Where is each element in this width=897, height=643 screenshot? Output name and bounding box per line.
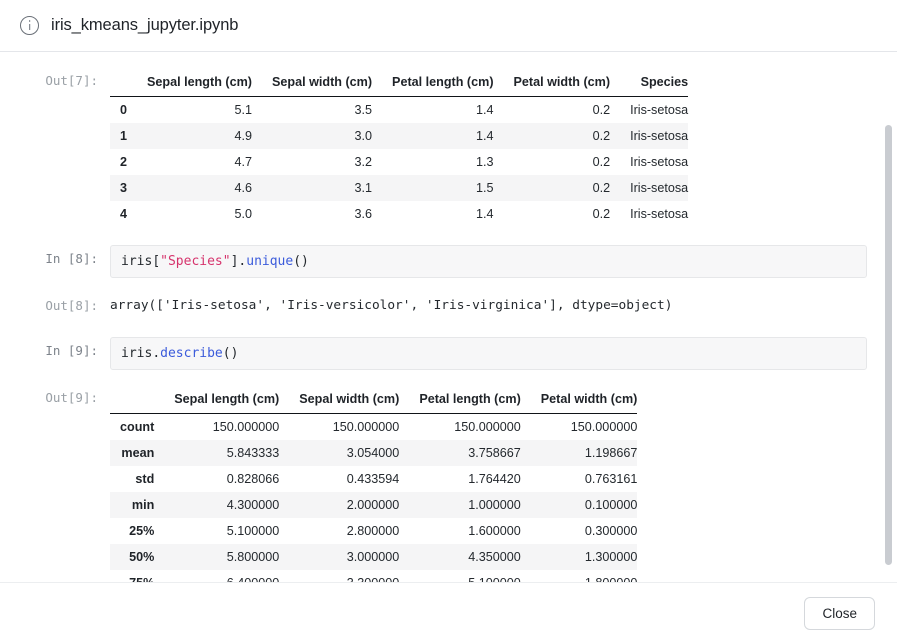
code-token: (): [222, 346, 239, 361]
cell-value: 4.300000: [226, 498, 280, 512]
cell-value: 150.000000: [454, 420, 521, 434]
cell-value: 5.100000: [226, 524, 280, 538]
table-row: [110, 149, 688, 175]
row-index: 0: [120, 103, 128, 117]
head-dataframe-body: [110, 97, 688, 228]
cell-value: Iris-setosa: [630, 155, 689, 169]
cell-value: 3.1: [354, 181, 373, 195]
cell-value: 3.2: [354, 155, 373, 169]
cell-value: 1.5: [476, 181, 494, 195]
cell-value: Iris-setosa: [630, 129, 689, 143]
cell-value: 3.000000: [346, 550, 400, 564]
cell-value: 150.000000: [570, 420, 638, 434]
row-index: count: [120, 420, 155, 434]
table-row: [110, 440, 637, 466]
cell-value: 1.4: [476, 129, 494, 143]
code-token: unique: [246, 254, 294, 269]
column-header: Sepal length (cm): [164, 386, 289, 414]
notebook-content: [0, 53, 897, 606]
cell-value: 3.054000: [346, 446, 400, 460]
cell-value: Iris-setosa: [630, 181, 689, 195]
notebook-cell-out9: [14, 384, 867, 596]
row-index: 50%: [129, 550, 155, 564]
close-button[interactable]: Close: [804, 597, 875, 630]
cell-spacer: [14, 278, 867, 292]
column-header: Petal length (cm): [382, 69, 503, 97]
row-index: 25%: [129, 524, 155, 538]
table-row: [110, 466, 637, 492]
info-circle-icon: [20, 16, 39, 35]
cell-input-in9[interactable]: [110, 337, 867, 370]
cell-value: 1.198667: [584, 446, 638, 460]
page-title: iris_kmeans_jupyter.ipynb: [51, 16, 239, 34]
row-index: min: [131, 498, 155, 512]
cell-value: 0.763161: [584, 472, 638, 486]
table-row: [110, 544, 637, 570]
row-index: 3: [120, 181, 128, 195]
code-token: .: [238, 254, 247, 269]
cell-value: 4.9: [234, 129, 252, 143]
code-token: describe: [160, 346, 223, 361]
cell-value: 0.2: [592, 155, 611, 169]
cell-spacer: [14, 370, 867, 384]
code-token: iris: [121, 254, 153, 269]
describe-dataframe-table: [110, 386, 637, 596]
cell-value: 150.000000: [332, 420, 400, 434]
column-header: Sepal length (cm): [137, 69, 262, 97]
cell-value: 1.3: [476, 155, 494, 169]
cell-value: 0.100000: [584, 498, 638, 512]
cell-value: 5.800000: [226, 550, 280, 564]
table-header-row: [110, 386, 637, 414]
row-index: 4: [120, 207, 128, 221]
code-editor-in8[interactable]: [110, 245, 867, 278]
cell-value: 1.600000: [468, 524, 521, 538]
table-row: [110, 175, 688, 201]
dialog-footer: [0, 582, 897, 643]
cell-value: 3.0: [354, 129, 373, 143]
head-dataframe-header: [110, 69, 688, 97]
cell-value: Iris-setosa: [630, 207, 689, 221]
code-token: "Species": [160, 254, 231, 269]
cell-prompt-in8: In [8]:: [45, 251, 98, 266]
cell-value: 4.350000: [468, 550, 521, 564]
cell-value: 1.4: [476, 207, 494, 221]
cell-value: 4.6: [234, 181, 252, 195]
notebook-cell-in8[interactable]: [14, 245, 867, 278]
describe-dataframe-header: [110, 386, 637, 414]
scrollbar-thumb[interactable]: [885, 125, 892, 565]
code-token: (): [293, 254, 309, 269]
cell-output-out9: [110, 384, 867, 596]
cell-value: 5.1: [234, 103, 252, 117]
code-token: .: [152, 346, 161, 361]
cell-value: 2.800000: [346, 524, 400, 538]
code-token: ]: [230, 254, 239, 269]
window-titlebar: [0, 0, 897, 52]
notebook-cell-out7: [14, 67, 867, 227]
table-row: [110, 123, 688, 149]
column-header: Sepal width (cm): [262, 69, 382, 97]
cell-spacer: [14, 319, 867, 337]
cell-value: 0.2: [592, 129, 611, 143]
cell-value: Iris-setosa: [630, 103, 689, 117]
table-row: [110, 414, 637, 441]
cell-value: 0.2: [592, 103, 611, 117]
cell-value: 4.7: [234, 155, 252, 169]
column-header: Petal length (cm): [409, 386, 530, 414]
column-header: Petal width (cm): [531, 386, 638, 414]
index-header: [110, 69, 137, 97]
cell-prompt-in9: In [9]:: [45, 343, 98, 358]
cell-value: 1.764420: [468, 472, 521, 486]
cell-value: 3.5: [354, 103, 373, 117]
table-row: [110, 97, 688, 124]
code-editor-in9[interactable]: [110, 337, 867, 370]
cell-value: 0.2: [592, 181, 611, 195]
cell-value: 0.828066: [226, 472, 280, 486]
cell-value: 5.0: [234, 207, 252, 221]
cell-value: 1.000000: [468, 498, 521, 512]
cell-value: 150.000000: [212, 420, 280, 434]
vertical-scrollbar[interactable]: [883, 53, 895, 643]
cell-value: 0.2: [592, 207, 611, 221]
cell-prompt-out8: Out[8]:: [45, 298, 98, 313]
row-index: 1: [120, 129, 128, 143]
index-header: [110, 386, 164, 414]
code-token: [: [152, 254, 161, 269]
notebook-cell-in9[interactable]: [14, 337, 867, 370]
table-row: [110, 492, 637, 518]
row-index: 2: [120, 155, 128, 169]
cell-spacer: [14, 227, 867, 245]
describe-dataframe-body: [110, 414, 637, 597]
cell-value: 0.433594: [346, 472, 400, 486]
column-header: Sepal width (cm): [289, 386, 409, 414]
text-output: array(['Iris-setosa', 'Iris-versicolor', 'Iris-virginica'], dtype=object): [110, 298, 673, 313]
table-header-row: [110, 69, 688, 97]
cell-value: 3.6: [354, 207, 373, 221]
row-index: mean: [121, 446, 155, 460]
cell-prompt-out9: Out[9]:: [45, 390, 98, 405]
notebook-scroll-area[interactable]: [0, 53, 897, 643]
notebook-cell-out8: [14, 292, 867, 319]
code-token: iris: [121, 346, 153, 361]
cell-value: 5.843333: [226, 446, 280, 460]
cell-prompt-out7: Out[7]:: [45, 73, 98, 88]
column-header: Petal width (cm): [504, 69, 621, 97]
cell-value: 1.4: [476, 103, 494, 117]
cell-value: 0.300000: [584, 524, 638, 538]
table-row: [110, 518, 637, 544]
cell-output-out8: [110, 292, 867, 319]
head-dataframe-table: [110, 69, 688, 227]
cell-value: 3.758667: [468, 446, 521, 460]
cell-input-in8[interactable]: [110, 245, 867, 278]
cell-value: 1.300000: [584, 550, 638, 564]
cell-value: 2.000000: [346, 498, 400, 512]
table-row: [110, 201, 688, 227]
row-index: std: [135, 472, 155, 486]
column-header: Species: [620, 69, 688, 97]
cell-output-out7: [110, 67, 867, 227]
